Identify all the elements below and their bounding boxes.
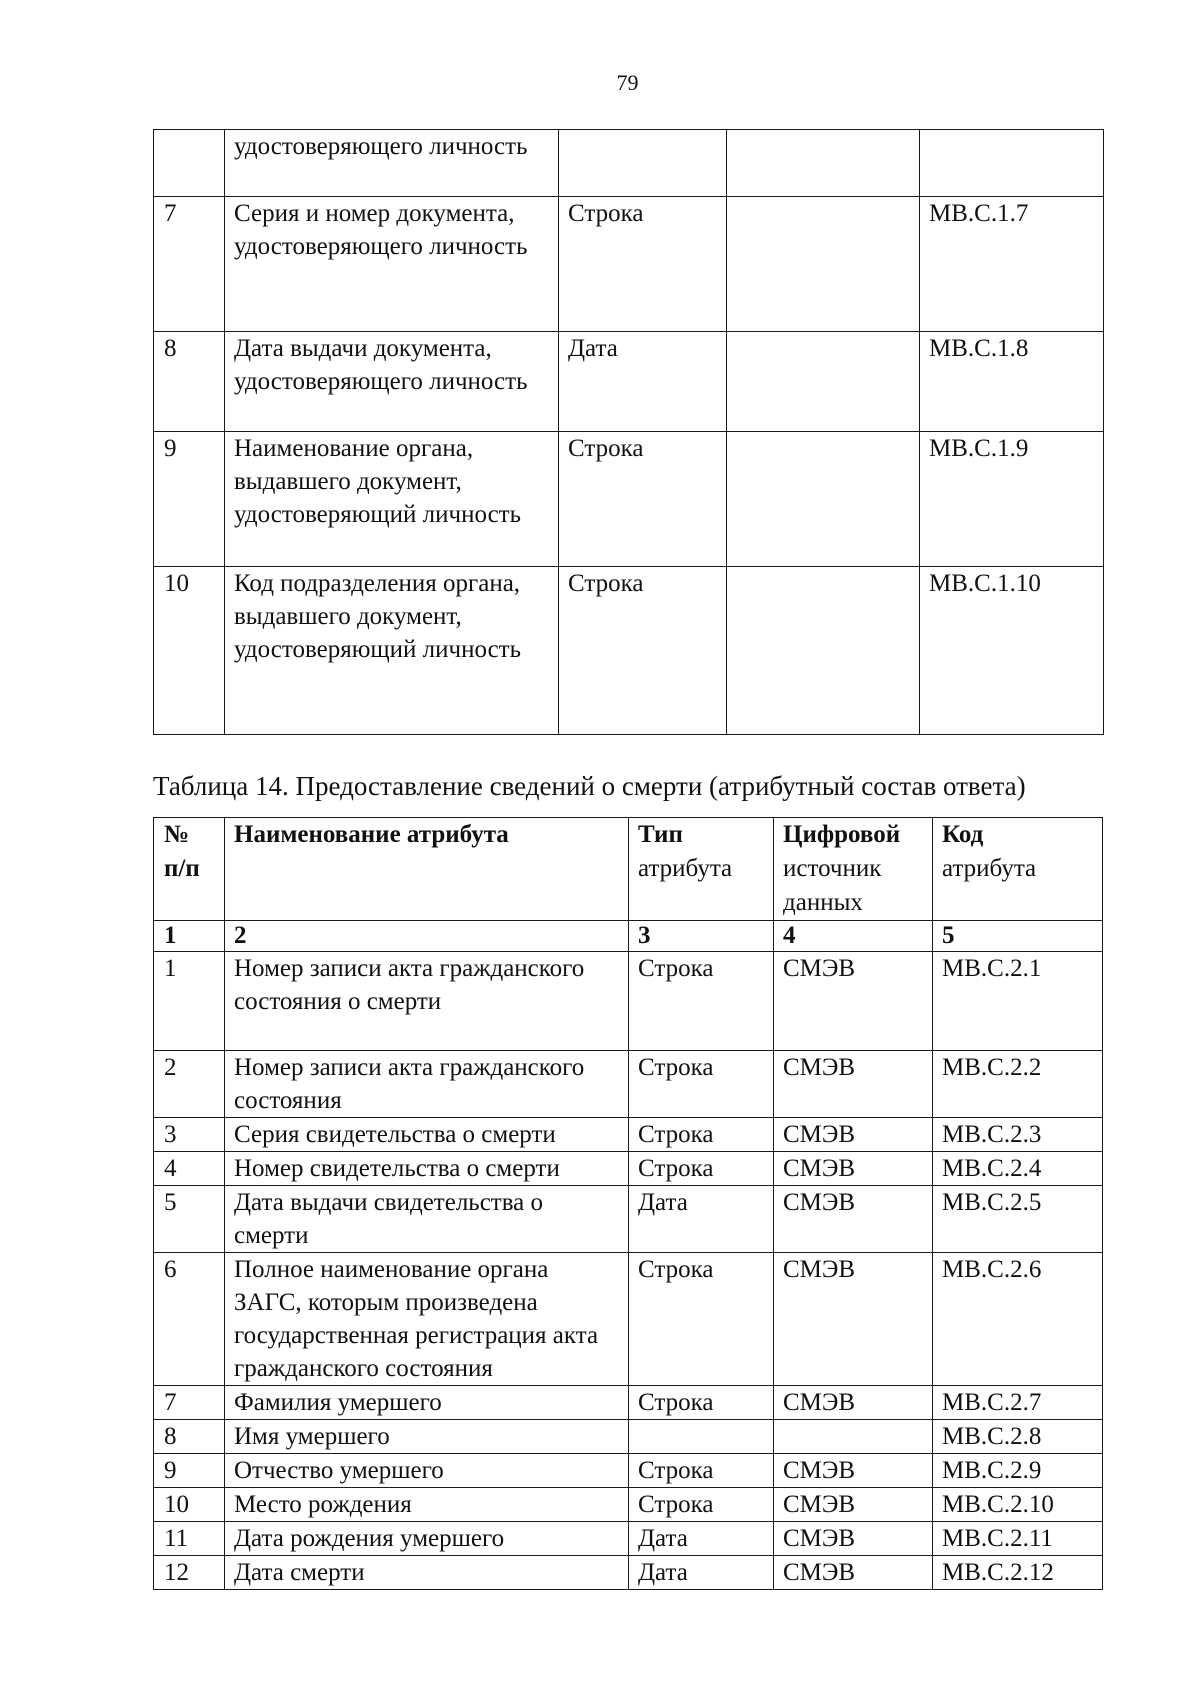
attribute-type-cell: Строка <box>559 197 727 332</box>
table-row <box>154 130 1104 197</box>
table-row <box>154 1454 1103 1488</box>
attribute-type-cell: Строка <box>629 1051 774 1118</box>
attribute-type-cell <box>629 1420 774 1454</box>
data-source-cell: СМЭВ <box>774 952 933 1051</box>
row-number-cell: 7 <box>154 1386 225 1420</box>
continued-attributes-table <box>153 129 1104 735</box>
row-number-cell: 4 <box>154 1152 225 1186</box>
attribute-name-cell: Дата выдачи документа, удостоверяющего личность <box>225 332 559 432</box>
row-number-cell: 1 <box>154 952 225 1051</box>
table-row <box>154 1118 1103 1152</box>
attribute-code-cell: МВ.С.2.5 <box>933 1186 1103 1253</box>
header-attribute-code <box>933 818 1103 921</box>
table-row <box>154 1186 1103 1253</box>
row-number-cell: 6 <box>154 1253 225 1386</box>
header-source-line1: Цифровой <box>783 821 901 848</box>
table-caption: Таблица 14. Предоставление сведений о смерти (атрибутный состав ответа) <box>153 771 1026 801</box>
column-number: 5 <box>933 921 1103 952</box>
attribute-name-cell: Номер записи акта гражданского состояния о смерти <box>225 952 629 1051</box>
attribute-type-cell: Строка <box>629 1152 774 1186</box>
attribute-code-cell <box>920 130 1104 197</box>
attribute-type-cell <box>559 130 727 197</box>
table-row <box>154 332 1104 432</box>
attribute-code-cell: МВ.С.2.6 <box>933 1253 1103 1386</box>
table-row <box>154 1522 1103 1556</box>
row-number-cell: 2 <box>154 1051 225 1118</box>
attribute-name-cell: удостоверяющего личность <box>225 130 559 197</box>
attribute-name-cell: Имя умершего <box>225 1420 629 1454</box>
data-source-cell: СМЭВ <box>774 1253 933 1386</box>
attribute-name-cell: Наименование органа, выдавшего документ, удостоверяющий личность <box>225 432 559 567</box>
row-number-cell: 8 <box>154 332 225 432</box>
table-row <box>154 952 1103 1051</box>
table-row <box>154 197 1104 332</box>
header-type-line1: Тип <box>638 821 683 848</box>
attribute-type-cell: Строка <box>629 952 774 1051</box>
attribute-name-cell: Номер записи акта гражданского состояния <box>225 1051 629 1118</box>
attribute-name-cell: Серия свидетельства о смерти <box>225 1118 629 1152</box>
data-source-cell: СМЭВ <box>774 1118 933 1152</box>
data-source-cell <box>727 130 920 197</box>
attribute-type-cell: Дата <box>629 1186 774 1253</box>
attribute-name-cell: Фамилия умершего <box>225 1386 629 1420</box>
attribute-code-cell: МВ.С.1.9 <box>920 432 1104 567</box>
data-source-cell: СМЭВ <box>774 1556 933 1590</box>
row-number-cell: 9 <box>154 1454 225 1488</box>
attribute-code-cell: МВ.С.2.7 <box>933 1386 1103 1420</box>
death-info-attributes-table <box>153 817 1103 1590</box>
data-source-cell: СМЭВ <box>774 1386 933 1420</box>
table-row <box>154 1152 1103 1186</box>
attribute-code-cell: МВ.С.2.8 <box>933 1420 1103 1454</box>
column-number-row <box>154 921 1103 952</box>
header-type-line2: атрибута <box>638 855 733 882</box>
table-row <box>154 567 1104 735</box>
row-number-cell: 3 <box>154 1118 225 1152</box>
table-row <box>154 1253 1103 1386</box>
data-source-cell <box>727 332 920 432</box>
attribute-code-cell: МВ.С.2.9 <box>933 1454 1103 1488</box>
attribute-name-cell: Дата рождения умершего <box>225 1522 629 1556</box>
row-number-cell: 11 <box>154 1522 225 1556</box>
attribute-type-cell: Дата <box>559 332 727 432</box>
attribute-code-cell: МВ.С.2.3 <box>933 1118 1103 1152</box>
attribute-name-cell: Серия и номер документа, удостоверяющего личность <box>225 197 559 332</box>
row-number-cell: 10 <box>154 567 225 735</box>
data-source-cell: СМЭВ <box>774 1488 933 1522</box>
attribute-code-cell: МВ.С.1.7 <box>920 197 1104 332</box>
column-number: 3 <box>629 921 774 952</box>
row-number-cell: 7 <box>154 197 225 332</box>
attribute-code-cell: МВ.С.1.10 <box>920 567 1104 735</box>
table-row <box>154 1556 1103 1590</box>
page-number: 79 <box>616 70 639 95</box>
data-source-cell: СМЭВ <box>774 1152 933 1186</box>
row-number-cell: 8 <box>154 1420 225 1454</box>
attribute-code-cell: МВ.С.1.8 <box>920 332 1104 432</box>
header-code-line2: атрибута <box>942 855 1037 882</box>
data-source-cell <box>727 432 920 567</box>
table-row <box>154 432 1104 567</box>
row-number-cell: 5 <box>154 1186 225 1253</box>
data-source-cell: СМЭВ <box>774 1051 933 1118</box>
data-source-cell <box>727 197 920 332</box>
column-number: 1 <box>154 921 225 952</box>
data-source-cell <box>774 1420 933 1454</box>
table-row <box>154 1488 1103 1522</box>
attribute-type-cell: Строка <box>629 1386 774 1420</box>
data-source-cell: СМЭВ <box>774 1522 933 1556</box>
attribute-name-cell: Отчество умершего <box>225 1454 629 1488</box>
attribute-type-cell: Строка <box>629 1253 774 1386</box>
attribute-code-cell: МВ.С.2.2 <box>933 1051 1103 1118</box>
attribute-code-cell: МВ.С.2.11 <box>933 1522 1103 1556</box>
column-number: 4 <box>774 921 933 952</box>
table-row <box>154 1386 1103 1420</box>
attribute-type-cell: Дата <box>629 1522 774 1556</box>
row-number-cell <box>154 130 225 197</box>
attribute-name-cell: Номер свидетельства о смерти <box>225 1152 629 1186</box>
header-number: № п/п <box>154 818 225 921</box>
data-source-cell: СМЭВ <box>774 1186 933 1253</box>
header-code-line1: Код <box>942 821 984 848</box>
attribute-type-cell: Строка <box>629 1488 774 1522</box>
attribute-name-cell: Место рождения <box>225 1488 629 1522</box>
attribute-type-cell: Строка <box>629 1118 774 1152</box>
attribute-code-cell: МВ.С.2.12 <box>933 1556 1103 1590</box>
attribute-name-cell: Код подразделения органа, выдавшего документ, удостоверяющий личность <box>225 567 559 735</box>
header-source-line2: источник данных <box>783 855 882 916</box>
attribute-name-cell: Дата выдачи свидетельства о смерти <box>225 1186 629 1253</box>
row-number-cell: 9 <box>154 432 225 567</box>
data-source-cell: СМЭВ <box>774 1454 933 1488</box>
header-data-source <box>774 818 933 921</box>
attribute-type-cell: Строка <box>629 1454 774 1488</box>
row-number-cell: 12 <box>154 1556 225 1590</box>
data-source-cell <box>727 567 920 735</box>
column-number: 2 <box>225 921 629 952</box>
table-row <box>154 1420 1103 1454</box>
table-row <box>154 1051 1103 1118</box>
header-attribute-name: Наименование атрибута <box>225 818 629 921</box>
attribute-type-cell: Дата <box>629 1556 774 1590</box>
attribute-code-cell: МВ.С.2.1 <box>933 952 1103 1051</box>
attribute-code-cell: МВ.С.2.4 <box>933 1152 1103 1186</box>
attribute-type-cell: Строка <box>559 432 727 567</box>
attribute-type-cell: Строка <box>559 567 727 735</box>
row-number-cell: 10 <box>154 1488 225 1522</box>
attribute-code-cell: МВ.С.2.10 <box>933 1488 1103 1522</box>
table-header-row <box>154 818 1103 921</box>
header-attribute-type <box>629 818 774 921</box>
attribute-name-cell: Полное наименование органа ЗАГС, которым произведена государственная регистрация акта гражданского состояния <box>225 1253 629 1386</box>
attribute-name-cell: Дата смерти <box>225 1556 629 1590</box>
